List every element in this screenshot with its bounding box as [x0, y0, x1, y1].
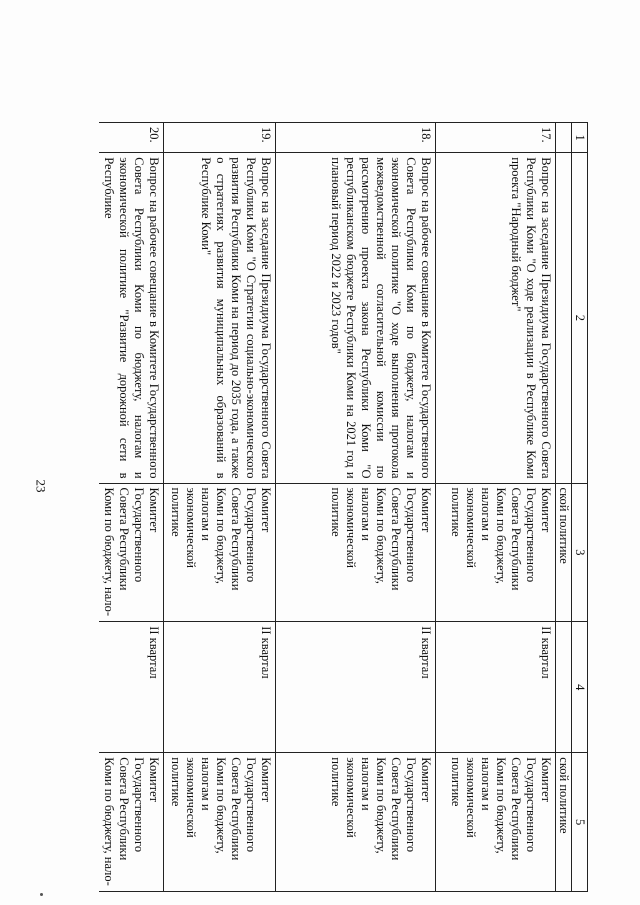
plan-table — [99, 122, 588, 892]
column-header-5: 5 — [572, 753, 588, 892]
row-period: II квартал — [99, 622, 164, 753]
row-executor: Комитет Государственного Совета Республики Коми по бюджету, налогам и экономической политике — [164, 753, 276, 892]
row-number: 20. — [99, 123, 164, 153]
row-executor: Комитет Государственного Совета Республики Коми по бюджету, налогам и экономической политике — [436, 753, 556, 892]
column-number-header — [572, 123, 588, 892]
column-header-2: 2 — [572, 153, 588, 483]
page-number: 23 — [33, 479, 49, 493]
row-responsible: Комитет Государственного Совета Республики Коми по бюджету, налогам и экономической политике — [436, 483, 556, 622]
row-description: Вопрос на заседание Президиума Государственного Совета Республики Коми "О ходе реализации в Республике Коми проекта "Народный бюджет" — [436, 153, 556, 483]
row-executor: Комитет Государственного Совета Республики Коми по бюджету, налогам и экономической политике — [276, 753, 436, 892]
carry-over-row — [556, 123, 572, 892]
row-period: II квартал — [164, 622, 276, 753]
scan-dot — [40, 893, 43, 896]
table-row — [99, 123, 164, 892]
row-responsible: Комитет Государственного Совета Республики Коми по бюджету, налогам и экономической политике — [164, 483, 276, 622]
row-period: II квартал — [276, 622, 436, 753]
plan-table-sheet — [98, 122, 588, 892]
row-period: II квартал — [436, 622, 556, 753]
row-description: Вопрос на заседание Президиума Государственного Совета Республики Коми "О Стратегии социально-экономического развития Республики Коми на период до 2035 года, а также о стратегиях развития муниципальных образований в Республике Коми" — [164, 153, 276, 483]
row-number: 19. — [164, 123, 276, 153]
carry-over-responsible: ской политике — [556, 483, 572, 622]
column-header-3: 3 — [572, 483, 588, 622]
table-row — [436, 123, 556, 892]
row-number: 17. — [436, 123, 556, 153]
row-executor: Комитет Государственного Совета Республики Коми по бюджету, нало- — [99, 753, 164, 892]
row-responsible: Комитет Государственного Совета Республики Коми по бюджету, нало- — [99, 483, 164, 622]
table-row — [276, 123, 436, 892]
row-number: 18. — [276, 123, 436, 153]
carry-over-executor: ской политике — [556, 753, 572, 892]
table-row — [164, 123, 276, 892]
row-responsible: Комитет Государственного Совета Республики Коми по бюджету, налогам и экономической политике — [276, 483, 436, 622]
row-description: Вопрос на рабочее совещание в Комитете Государственного Совета Республики Коми по бюджету, налогам и экономической политике "Развитие дорожной сети в Республике — [99, 153, 164, 483]
row-description: Вопрос на рабочее совещание в Комитете Государственного Совета Республики Коми по бюджету, налогам и экономической политике "О ходе выполнения протокола межведомственной согласительной комиссии по рассмотрению проекта закона Республики Коми "О республиканском бюджете Республики Коми на 2021 год и плановый период 2022 и 2023 годов" — [276, 153, 436, 483]
column-header-4: 4 — [572, 622, 588, 753]
column-header-1: 1 — [572, 123, 588, 153]
